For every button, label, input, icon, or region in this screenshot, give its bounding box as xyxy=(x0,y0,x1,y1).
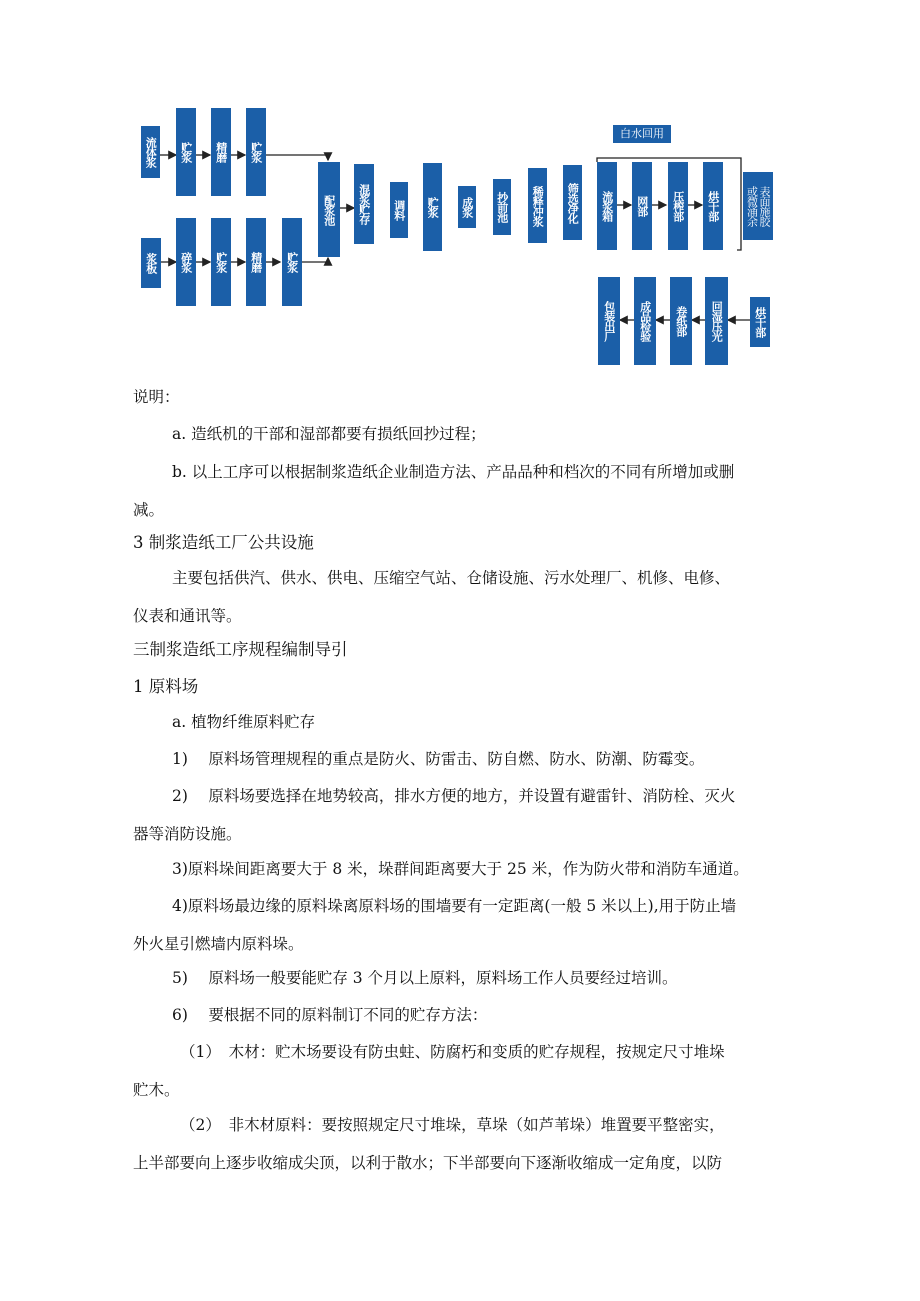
node-label: 贮浆 xyxy=(179,142,193,162)
node-pulp-board xyxy=(141,238,161,288)
item-6-2 xyxy=(133,1114,725,1174)
section-1-heading: 1 原料场 xyxy=(133,677,199,696)
subsection-a-heading: a. 植物纤维原料贮存 xyxy=(172,713,316,731)
node-label: 碎浆 xyxy=(179,252,193,272)
node-label: 混浆贮存 xyxy=(357,184,371,224)
node-label: 成浆 xyxy=(460,197,474,217)
item-2 xyxy=(133,785,735,845)
node-label: 贮浆 xyxy=(285,252,299,272)
item-6-2-line2: 上半部要向上逐步收缩成尖顶，以利于散水；下半部要向下逐渐收缩成一定角度，以防 xyxy=(133,1154,723,1172)
item-6-1-line1: （1） 木材：贮木场要设有防虫蛀、防腐朽和变质的贮存规程，按规定尺寸堆垛 xyxy=(180,1043,725,1061)
node-dryer-section-2 xyxy=(750,297,770,347)
node-label: 网部 xyxy=(635,196,649,216)
node-refining xyxy=(246,218,266,306)
node-rewet-calender xyxy=(705,277,728,365)
node-label: 流浆箱 xyxy=(600,191,614,221)
node-pulp-storage xyxy=(176,108,196,196)
white-water-recycle-label xyxy=(613,125,671,143)
item-2-line2: 器等消防设施。 xyxy=(133,825,242,843)
recycle-label-text: 白水回用 xyxy=(620,127,664,141)
item-6-1 xyxy=(133,1041,725,1101)
item-6: 6) 要根据不同的原料制订不同的贮存方法： xyxy=(172,1006,488,1024)
node-label: 精磨 xyxy=(249,252,263,272)
node-pulp-storage xyxy=(246,108,266,196)
node-dryer-section xyxy=(703,162,723,250)
item-3: 3)原料垛间距离要大于 8 米，垛群间距离要大于 25 米，作为防火带和消防车通道。 xyxy=(172,860,749,878)
section-3-body xyxy=(133,567,730,627)
node-inspection xyxy=(634,277,656,365)
node-machine-chest xyxy=(493,179,511,235)
node-label: 调料 xyxy=(392,200,406,220)
node-mixing-storage xyxy=(354,164,374,244)
item-5: 5) 原料场一般要能贮存 3 个月以上原料，原料场工作人员要经过培训。 xyxy=(172,969,678,987)
node-packaging xyxy=(598,277,620,365)
node-label: 贮浆 xyxy=(249,142,263,162)
node-label: 烘干部 xyxy=(706,191,720,221)
item-6-2-line1: （2） 非木材原料：要按照规定尺寸堆垛，草垛（如芦苇垛）堆置要平整密实， xyxy=(180,1116,725,1134)
node-pulp-storage xyxy=(282,218,302,306)
node-label: 贮浆 xyxy=(214,252,228,272)
node-label: 压榨部 xyxy=(671,191,685,221)
node-pulp-storage xyxy=(211,218,231,306)
node-dilution xyxy=(528,168,547,243)
process-flowchart xyxy=(0,0,920,400)
node-label: 回湿压光 xyxy=(710,301,724,341)
section-3-line2: 仪表和通讯等。 xyxy=(133,607,242,625)
item-4 xyxy=(133,895,736,955)
item-1: 1) 原料场管理规程的重点是防火、防雷击、防自燃、防水、防潮、防霉变。 xyxy=(172,750,705,768)
section-3-line1: 主要包括供汽、供水、供电、压缩空气站、仓储设施、污水处理厂、机修、电修、 xyxy=(172,569,731,587)
node-additives xyxy=(390,182,408,238)
node-fluid-pulp xyxy=(141,126,160,178)
node-finished-pulp xyxy=(458,186,476,228)
node-label: 或微涌余 xyxy=(745,186,759,226)
node-label: 烘干部 xyxy=(753,307,767,337)
notes-heading: 说明： xyxy=(133,388,180,406)
node-wire-section xyxy=(632,162,652,250)
item-4-line2: 外火星引燃墙内原料垛。 xyxy=(133,935,304,953)
node-pulp-storage xyxy=(423,163,442,251)
node-label: 抄前池 xyxy=(495,192,509,222)
node-label: 配浆池 xyxy=(322,194,336,225)
node-label: 包装出厂 xyxy=(602,301,616,341)
note-b-line2: 减。 xyxy=(133,501,165,519)
note-b-line1: b. 以上工序可以根据制浆造纸企业制造方法、产品品种和档次的不同有所增加或删 xyxy=(172,463,735,481)
note-b xyxy=(133,461,734,521)
node-screening xyxy=(563,165,582,240)
node-refining xyxy=(211,108,231,196)
node-pulping xyxy=(176,218,196,306)
node-blend-chest xyxy=(318,162,340,257)
section-3-heading: 3 制浆造纸工厂公共设施 xyxy=(133,533,314,552)
node-label: 浆板 xyxy=(144,253,158,273)
item-2-line1: 2) 原料场要选择在地势较高，排水方便的地方，并设置有避雷针、消防栓、灭火 xyxy=(172,787,736,805)
node-label: 筛选净化 xyxy=(566,182,580,223)
node-label: 流体浆 xyxy=(144,137,158,167)
node-label: 贮浆 xyxy=(426,197,440,217)
node-label: 成品检验 xyxy=(638,301,652,341)
note-a: a. 造纸机的干部和湿部都要有损纸回抄过程； xyxy=(172,425,486,443)
node-label: 表面施胶 xyxy=(758,186,772,226)
item-6-1-line2: 贮木。 xyxy=(133,1081,180,1099)
node-label: 精磨 xyxy=(214,142,228,162)
node-surface-sizing xyxy=(743,172,773,240)
node-headbox xyxy=(597,162,617,250)
item-4-line1: 4)原料场最边缘的原料垛离原料场的围墙要有一定距离(一般 5 米以上),用于防止墙 xyxy=(172,897,737,915)
part-3-heading: 三制浆造纸工序规程编制导引 xyxy=(133,640,348,659)
node-label: 稀释冲浆 xyxy=(531,185,545,226)
node-reel-section xyxy=(670,277,692,365)
node-press-section xyxy=(668,162,688,250)
node-label: 卷纸部 xyxy=(674,306,688,336)
